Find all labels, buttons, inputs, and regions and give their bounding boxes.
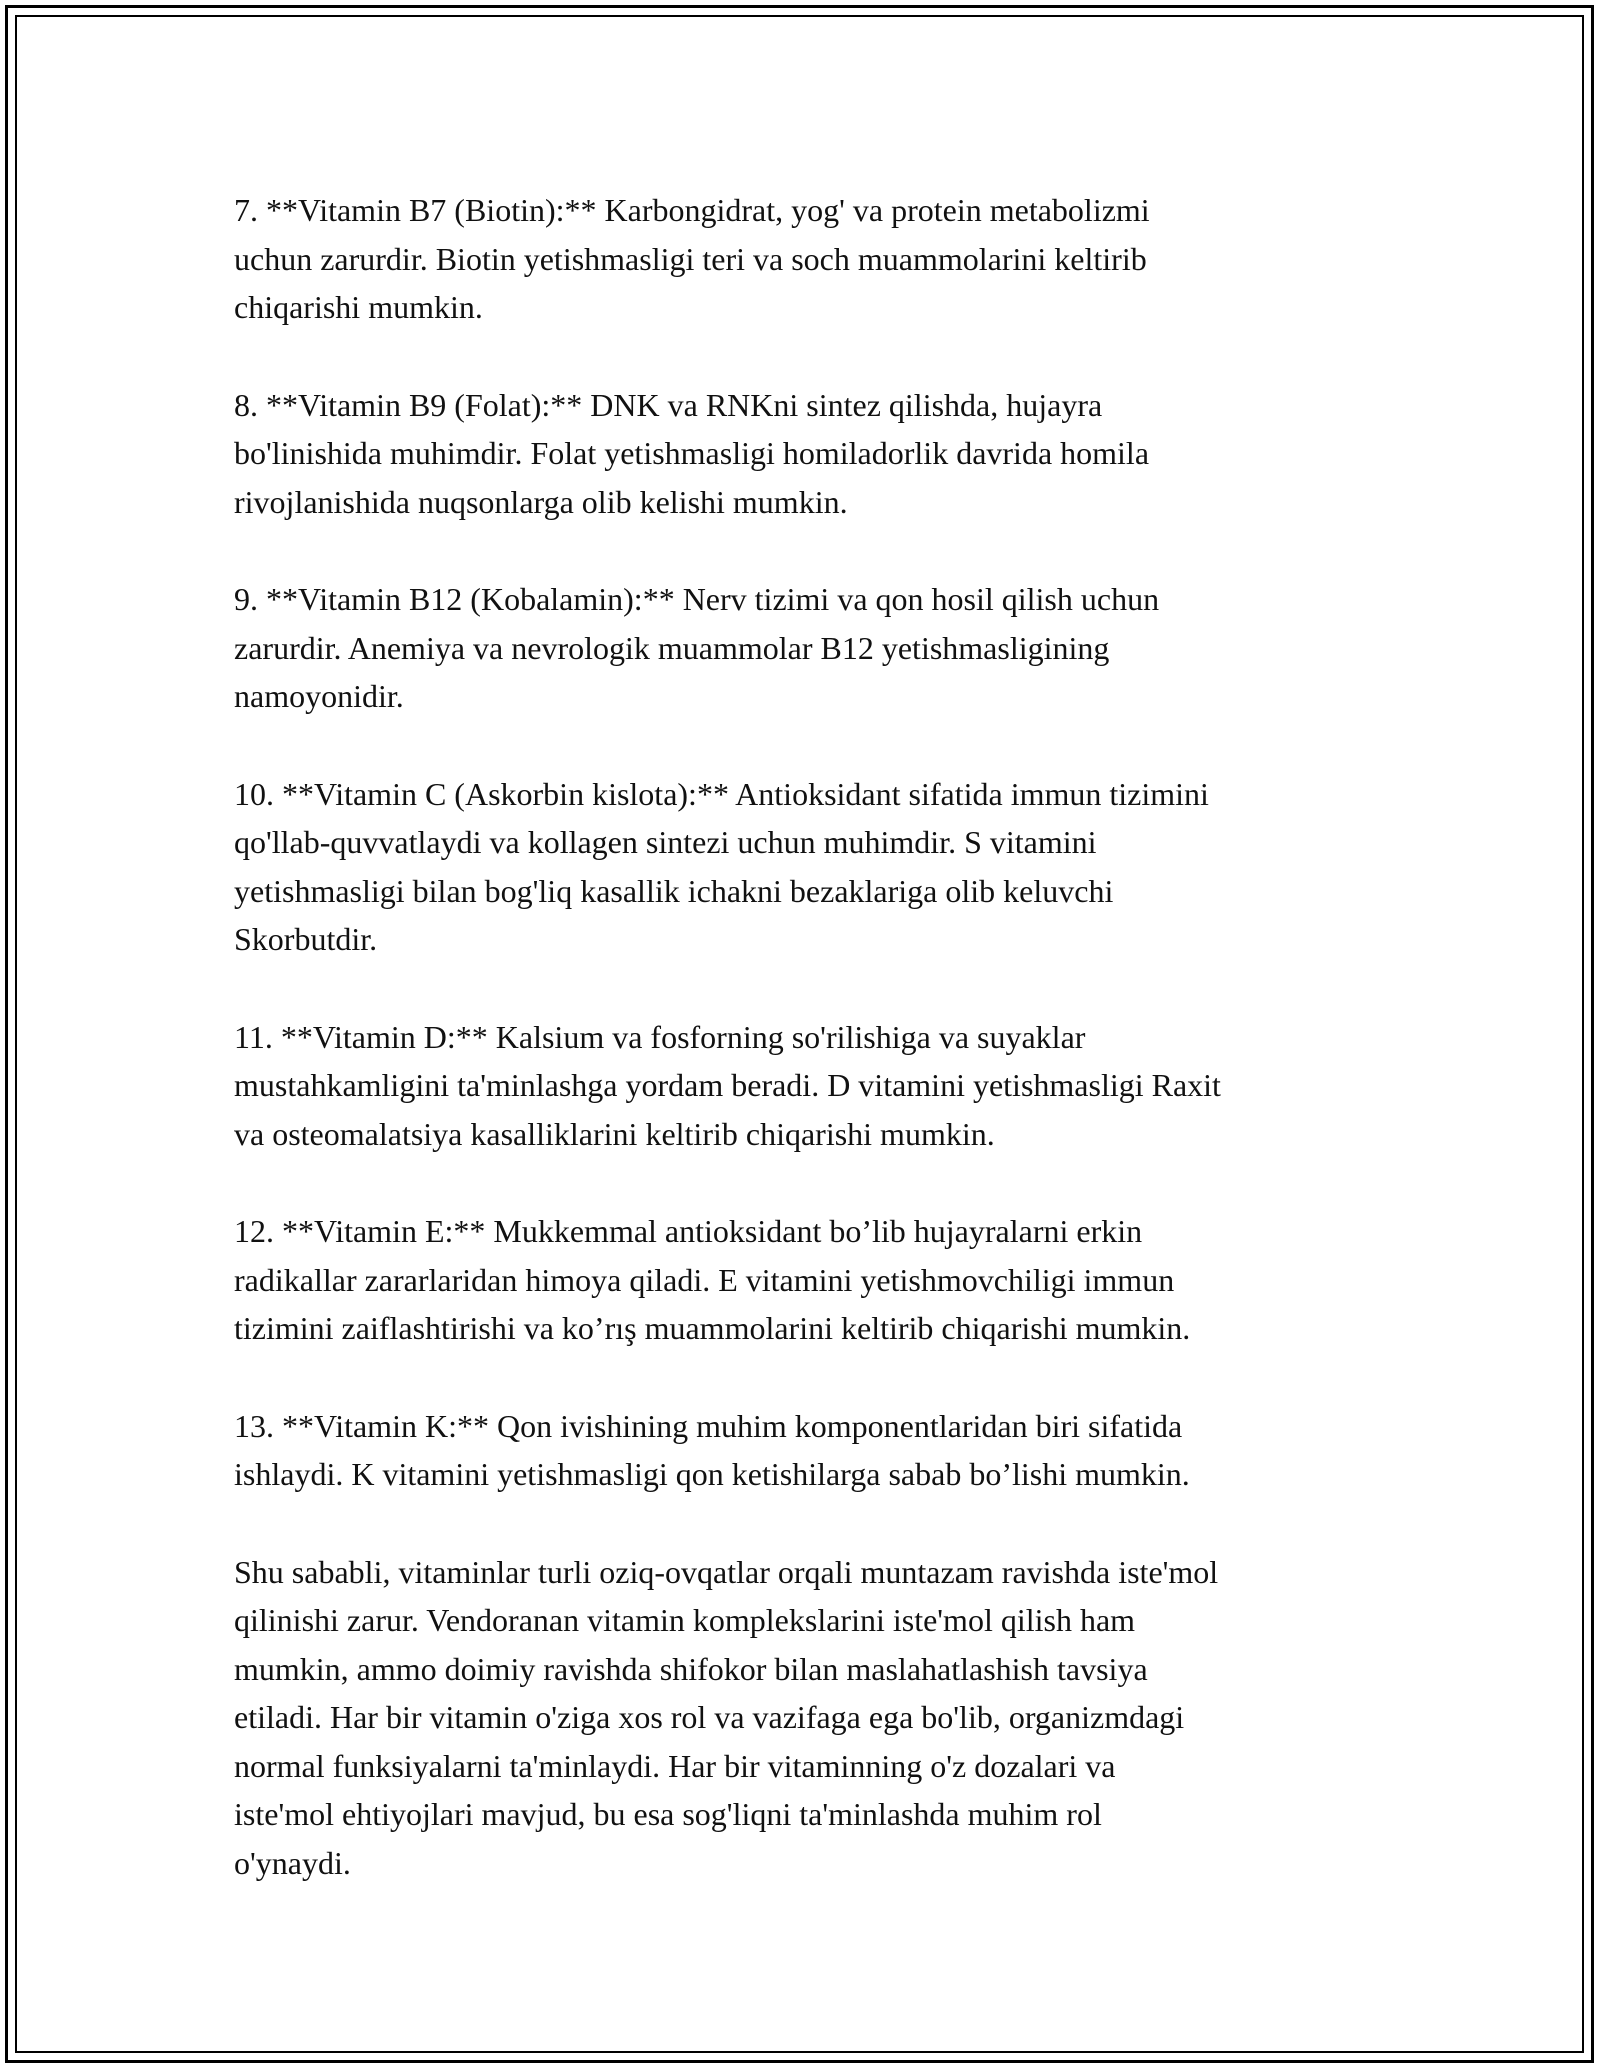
paragraph-vitamin-d: 11. **Vitamin D:** Kalsium va fosforning so'rilishiga va suyaklar mustahkamligini ta'minlashga yordam beradi. D vitamini yetishmasligi Raxit va osteomalatsiya kasalliklarini keltirib chiqarishi mumkin. bbox=[234, 1018, 1221, 1152]
paragraph-vitamin-e: 12. **Vitamin E:** Mukkemmal antioksidant bo’lib hujayralarni erkin radikallar zararlaridan himoya qiladi. E vitamini yetishmovchiligi immun tizimini zaiflashtirishi va ko’rış muammolarini keltirib chiqarishi mumkin. bbox=[234, 1213, 1191, 1346]
paragraph-vitamin-c: 10. **Vitamin C (Askorbin kislota):** Antioksidant sifatida immun tizimini qo'llab-quvvatlaydi va kollagen sintezi uchun muhimdir. S vitamini yetishmasligi bilan bog'liq kasallik ichakni bezaklariga olib keluvchi Skorbutdir. bbox=[234, 775, 1209, 957]
paragraph-vitamin-b7: 7. **Vitamin B7 (Biotin):** Karbongidrat, yog' va protein metabolizmi uchun zarurdir. Biotin yetishmasligi teri va soch muammolarini keltirib chiqarishi mumkin. bbox=[234, 192, 1150, 325]
paragraph-vitamin-b9: 8. **Vitamin B9 (Folat):** DNK va RNKni sintez qilishda, hujayra bo'linishida muhimdir. Folat yetishmasligi homiladorlik davrida homila rivojlanishida nuqsonlarga olib kelishi mumkin. bbox=[234, 386, 1150, 520]
paragraph-conclusion: Shu sababli, vitaminlar turli oziq-ovqatlar orqali muntazam ravishda iste'mol qilinishi zarur. Vendoranan vitamin komplekslarini iste'mol qilish ham mumkin, ammo doimiy ravishda shifokor bilan maslahatlashish tavsiya etiladi. Har bir vitamin o'ziga xos rol va vazifaga ega bo'lib, organizmdagi normal funksiyalarni ta'minlaydi. Har bir vitaminning o'z dozalari va iste'mol ehtiyojlari mavjud, bu esa sog'liqni ta'minlashda muhim rol o'ynaydi. bbox=[234, 1553, 1219, 1881]
paragraph-vitamin-k: 13. **Vitamin K:** Qon ivishining muhim komponentlaridan biri sifatida ishlaydi. K vitamini yetishmasligi qon ketishilarga sabab bo’lishi mumkin. bbox=[234, 1407, 1190, 1492]
paragraph-vitamin-b12: 9. **Vitamin B12 (Kobalamin):** Nerv tizimi va qon hosil qilish uchun zarurdir. Anemiya va nevrologik muammolar B12 yetishmasligining namoyonidir. bbox=[234, 581, 1160, 714]
document-body bbox=[234, 186, 1384, 1936]
